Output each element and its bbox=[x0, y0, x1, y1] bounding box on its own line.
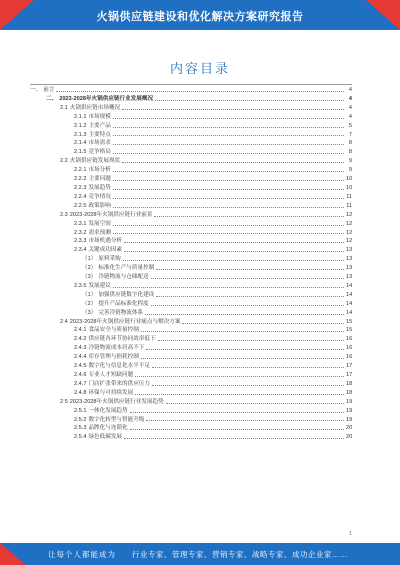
toc-dot-leader bbox=[113, 118, 344, 119]
toc-entry[interactable] bbox=[30, 246, 352, 255]
toc-entry[interactable] bbox=[30, 255, 352, 264]
toc-entry-number: 一、 bbox=[30, 87, 42, 93]
toc-entry[interactable] bbox=[30, 113, 352, 122]
toc-dot-leader bbox=[113, 207, 344, 208]
toc-dot-leader bbox=[151, 305, 344, 306]
toc-dot-leader bbox=[152, 385, 344, 386]
toc-entry-page: 13 bbox=[346, 274, 353, 281]
toc-dot-leader bbox=[113, 144, 344, 145]
toc-entry-title: 提升产品标准化程度 bbox=[98, 300, 149, 307]
toc-entry-page: 4 bbox=[348, 87, 352, 93]
toc-entry-number: 2.3.4 bbox=[74, 247, 87, 254]
toc-entry-number: （1） bbox=[82, 256, 97, 263]
toc-entry-title: 主要特点 bbox=[88, 131, 111, 138]
toc-dot-leader bbox=[155, 100, 344, 101]
toc-dot-leader bbox=[113, 287, 344, 288]
toc-dot-leader bbox=[113, 180, 344, 181]
toc-entry-number: 二、 bbox=[46, 95, 58, 102]
toc-entry-number: 2.2.5 bbox=[74, 202, 87, 209]
toc-entry-page: 19 bbox=[346, 416, 353, 423]
footer-tagline: 行业专家、管理专家、营销专家、战略专家、成功企业家…… bbox=[132, 550, 348, 559]
toc-entry-page: 14 bbox=[346, 291, 353, 298]
toc-entry-number: 2.4.4 bbox=[74, 354, 87, 361]
toc-entry-title: 市场分析 bbox=[88, 167, 111, 174]
toc-entry-title: 竞争格局 bbox=[88, 149, 111, 156]
toc-entry-title: 火锅供应链市场概况 bbox=[69, 104, 121, 111]
toc-entry[interactable] bbox=[30, 326, 352, 335]
toc-dot-leader bbox=[113, 171, 344, 172]
toc-entry-page: 16 bbox=[346, 354, 353, 361]
toc-entry-title: 市场规模 bbox=[88, 113, 111, 120]
toc-entry-page: 19 bbox=[346, 398, 353, 405]
toc-dot-leader bbox=[141, 331, 344, 332]
toc-entry[interactable] bbox=[30, 371, 352, 380]
toc-entry-page: 10 bbox=[346, 184, 353, 191]
toc-dot-leader bbox=[123, 260, 344, 261]
toc-entry-page: 10 bbox=[346, 176, 353, 183]
page-number: 1 bbox=[349, 531, 352, 537]
toc-entry-page: 9 bbox=[348, 158, 352, 165]
toc-dot-leader bbox=[113, 225, 344, 226]
toc-entry-number: 2.4.3 bbox=[74, 345, 87, 352]
toc-entry-title: 竞争情况 bbox=[88, 193, 111, 200]
toc-entry-page: 14 bbox=[346, 282, 353, 289]
toc-entry-number: 2.1.2 bbox=[74, 122, 87, 129]
toc-dot-leader bbox=[135, 394, 344, 395]
toc-entry[interactable] bbox=[30, 353, 352, 362]
toc-entry-page: 12 bbox=[346, 211, 353, 218]
toc-entry-page: 14 bbox=[346, 309, 353, 316]
toc-entry-page: 20 bbox=[346, 434, 353, 441]
toc-dot-leader bbox=[141, 358, 344, 359]
toc-entry[interactable] bbox=[30, 398, 352, 407]
toc-entry[interactable] bbox=[30, 416, 352, 425]
toc-entry-title: 2023-2028年火锅供应链行业发展概况 bbox=[59, 95, 154, 102]
toc-entry[interactable] bbox=[30, 407, 352, 416]
toc-entry[interactable] bbox=[30, 166, 352, 175]
toc-dot-leader bbox=[156, 296, 344, 297]
toc-dot-leader bbox=[122, 162, 344, 163]
toc-entry-number: 2.4.7 bbox=[74, 380, 87, 387]
toc-dot-leader bbox=[135, 376, 344, 377]
toc-entry[interactable] bbox=[30, 344, 352, 353]
toc-entry-page: 13 bbox=[346, 256, 353, 263]
toc-entry[interactable] bbox=[30, 202, 352, 211]
toc-dot-leader bbox=[130, 412, 344, 413]
toc-entry-page: 8 bbox=[348, 140, 352, 147]
toc-entry[interactable] bbox=[30, 95, 352, 104]
toc-entry-number: （2） bbox=[82, 300, 97, 307]
toc-entry[interactable] bbox=[30, 229, 352, 238]
toc-entry-page: 17 bbox=[346, 372, 353, 378]
toc-dot-leader bbox=[154, 216, 344, 217]
toc-entry-number: 2.4.8 bbox=[74, 389, 87, 396]
toc-heading: 内容目录 bbox=[169, 61, 230, 76]
toc-entry-title: 库存管理与损耗控制 bbox=[88, 354, 139, 361]
toc-dot-leader bbox=[146, 420, 344, 421]
toc-entry-number: 2.2 bbox=[60, 158, 68, 165]
toc-dot-leader bbox=[122, 109, 344, 110]
toc-dot-leader bbox=[158, 340, 344, 341]
report-title: 火锅供应链建设和优化解决方案研究报告 bbox=[96, 11, 304, 23]
toc-entry[interactable] bbox=[30, 148, 352, 157]
toc-entry-number: 2.4.1 bbox=[74, 327, 87, 334]
toc-entry[interactable] bbox=[30, 309, 352, 318]
toc-entry-title: 专业人才短缺问题 bbox=[88, 372, 134, 378]
toc-entry[interactable] bbox=[30, 282, 352, 291]
toc-entry-page: 12 bbox=[346, 238, 353, 245]
toc-entry-page: 4 bbox=[348, 95, 352, 102]
toc-divider bbox=[30, 84, 352, 85]
toc-entry-page: 12 bbox=[346, 220, 353, 227]
toc-entry[interactable] bbox=[30, 220, 352, 229]
table-of-contents bbox=[30, 86, 352, 442]
toc-entry-number: 2.1.3 bbox=[74, 131, 87, 138]
toc-entry-number: 2.5.4 bbox=[74, 434, 87, 441]
toc-dot-leader bbox=[152, 367, 344, 368]
toc-entry-title: 前言 bbox=[43, 87, 55, 93]
toc-entry-number: 2.3 bbox=[60, 211, 68, 218]
toc-entry-number: 2.1.5 bbox=[74, 149, 87, 156]
toc-entry-number: 2.2.3 bbox=[74, 184, 87, 191]
toc-dot-leader bbox=[145, 314, 344, 315]
toc-entry-number: 2.3.3 bbox=[74, 238, 87, 245]
toc-entry-page: 11 bbox=[346, 193, 352, 200]
toc-entry[interactable] bbox=[30, 175, 352, 184]
toc-entry[interactable] bbox=[30, 264, 352, 273]
toc-entry-title: 2023-2028年火锅供应链行业发展趋势 bbox=[69, 398, 164, 405]
toc-entry-number: 2.5 bbox=[60, 398, 68, 405]
toc-entry-title: 发展空间 bbox=[88, 220, 111, 227]
toc-entry[interactable] bbox=[30, 237, 352, 246]
toc-entry-number: （2） bbox=[82, 265, 97, 272]
toc-entry-number: 2.3.1 bbox=[74, 220, 87, 227]
toc-entry[interactable] bbox=[30, 433, 352, 442]
page-footer bbox=[0, 543, 400, 565]
toc-entry-title: 主要问题 bbox=[88, 176, 111, 183]
toc-entry-title: 加强供应链数字化建设 bbox=[98, 291, 155, 298]
toc-dot-leader bbox=[56, 91, 344, 92]
toc-entry-page: 7 bbox=[348, 131, 352, 138]
footer-slogan: 让每个人都能成为 bbox=[48, 550, 116, 559]
toc-entry-number: 2.4 bbox=[60, 318, 68, 325]
toc-entry-number: 2.4.5 bbox=[74, 363, 87, 370]
toc-entry-title: 2023-2028年火锅供应链行业前景 bbox=[69, 211, 153, 218]
toc-dot-leader bbox=[156, 269, 344, 270]
toc-entry-page: 15 bbox=[346, 318, 353, 325]
toc-entry[interactable] bbox=[30, 273, 352, 282]
toc-entry[interactable] bbox=[30, 389, 352, 398]
toc-entry-number: 2.4.6 bbox=[74, 372, 87, 378]
toc-entry-number: 2.2.4 bbox=[74, 193, 87, 200]
toc-entry-number: 2.1.1 bbox=[74, 113, 87, 120]
toc-entry-page: 18 bbox=[346, 380, 353, 387]
toc-entry-title: 一体化发展趋势 bbox=[88, 407, 128, 414]
toc-dot-leader bbox=[113, 153, 344, 154]
toc-entry[interactable] bbox=[30, 139, 352, 148]
toc-dot-leader bbox=[113, 127, 344, 128]
toc-dot-leader bbox=[113, 233, 344, 234]
toc-dot-leader bbox=[130, 429, 344, 430]
toc-entry[interactable] bbox=[30, 424, 352, 433]
toc-entry[interactable] bbox=[30, 104, 352, 113]
toc-entry-page: 4 bbox=[348, 113, 352, 120]
toc-entry-page: 8 bbox=[348, 149, 352, 156]
toc-entry-page: 12 bbox=[346, 229, 353, 236]
toc-entry[interactable] bbox=[30, 122, 352, 131]
toc-entry-page: 16 bbox=[346, 345, 353, 352]
toc-entry-title: 数字化与信息化水平不足 bbox=[88, 363, 150, 370]
toc-entry-title: 市场机遇分析 bbox=[88, 238, 123, 245]
toc-entry-title: 2023-2028年火锅供应链行业痛点与解决方案 bbox=[69, 318, 181, 325]
toc-entry-number: （3） bbox=[82, 309, 97, 316]
toc-entry[interactable] bbox=[30, 86, 352, 95]
toc-entry-page: 14 bbox=[346, 300, 353, 307]
toc-entry-title: 食品安全与质量控制 bbox=[88, 327, 139, 334]
toc-entry-number: 2.4.2 bbox=[74, 336, 87, 343]
toc-entry-page: 18 bbox=[346, 389, 353, 396]
toc-entry-title: 关键成功因素 bbox=[88, 247, 123, 254]
toc-entry-title: 环保与可持续发展 bbox=[88, 389, 134, 396]
toc-entry-title: 火锅供应链发展现状 bbox=[69, 158, 121, 165]
toc-entry[interactable] bbox=[30, 362, 352, 371]
toc-dot-leader bbox=[151, 278, 344, 279]
toc-entry-page: 16 bbox=[346, 336, 353, 343]
toc-entry-title: 完善冷链物流体系 bbox=[98, 309, 144, 316]
toc-dot-leader bbox=[146, 349, 344, 350]
toc-entry[interactable] bbox=[30, 193, 352, 202]
toc-entry[interactable] bbox=[30, 184, 352, 193]
toc-dot-leader bbox=[124, 251, 344, 252]
toc-entry[interactable] bbox=[30, 291, 352, 300]
toc-entry-page: 9 bbox=[348, 167, 352, 174]
toc-entry-title: 发展建议 bbox=[88, 282, 111, 289]
toc-entry-page: 11 bbox=[346, 202, 352, 209]
toc-entry-page: 13 bbox=[346, 247, 353, 254]
toc-entry-title: 发展趋势 bbox=[88, 184, 111, 191]
toc-entry-title: 绿色低碳发展 bbox=[88, 434, 123, 441]
toc-entry-number: 2.5.3 bbox=[74, 425, 87, 432]
toc-entry-page: 17 bbox=[346, 363, 353, 370]
toc-entry[interactable] bbox=[30, 131, 352, 140]
footer-accent bbox=[0, 543, 26, 565]
toc-dot-leader bbox=[113, 135, 344, 136]
toc-entry-number: 2.5.1 bbox=[74, 407, 87, 414]
toc-entry[interactable] bbox=[30, 380, 352, 389]
toc-entry-number: 2.3.2 bbox=[74, 229, 87, 236]
toc-entry-number: 2.2.1 bbox=[74, 167, 87, 174]
toc-entry-title: 原料采购 bbox=[98, 256, 121, 263]
toc-entry-title: 供应链各环节协同效率低下 bbox=[88, 336, 156, 343]
toc-dot-leader bbox=[124, 438, 344, 439]
toc-entry-number: 2.2.2 bbox=[74, 176, 87, 183]
toc-entry-number: 2.5.2 bbox=[74, 416, 87, 423]
toc-entry-title: 主要产品 bbox=[88, 122, 111, 129]
toc-entry-title: 标准化生产与质量控制 bbox=[98, 265, 155, 272]
toc-entry-title: 市场需求 bbox=[88, 140, 111, 147]
toc-entry[interactable] bbox=[30, 211, 352, 220]
toc-entry[interactable] bbox=[30, 157, 352, 166]
toc-entry-page: 13 bbox=[346, 265, 353, 272]
toc-entry-title: 需求预测 bbox=[88, 229, 111, 236]
toc-entry[interactable] bbox=[30, 318, 352, 327]
toc-entry-number: 2.1.4 bbox=[74, 140, 87, 147]
toc-entry-title: 冷链物流成本居高不下 bbox=[88, 345, 145, 352]
toc-entry-number: 2.1 bbox=[60, 104, 68, 111]
page-header bbox=[0, 0, 400, 30]
toc-entry-page: 15 bbox=[346, 327, 353, 334]
toc-entry-number: （3） bbox=[82, 274, 97, 281]
toc-entry[interactable] bbox=[30, 335, 352, 344]
toc-entry-title: 数字化转型与智能升级 bbox=[88, 416, 145, 423]
toc-entry-page: 20 bbox=[346, 425, 353, 432]
toc-entry-number: 2.3.5 bbox=[74, 282, 87, 289]
toc-entry[interactable] bbox=[30, 300, 352, 309]
toc-entry-page: 19 bbox=[346, 407, 353, 414]
toc-entry-title: 政策影响 bbox=[88, 202, 111, 209]
toc-entry-number: （1） bbox=[82, 291, 97, 298]
toc-dot-leader bbox=[182, 323, 344, 324]
toc-dot-leader bbox=[113, 198, 344, 199]
toc-entry-page: 4 bbox=[348, 104, 352, 111]
toc-dot-leader bbox=[166, 403, 344, 404]
toc-entry-page: 5 bbox=[348, 122, 352, 129]
toc-entry-title: 品牌化与连锁化 bbox=[88, 425, 128, 432]
toc-dot-leader bbox=[124, 242, 344, 243]
toc-dot-leader bbox=[113, 189, 344, 190]
toc-entry-title: 门店扩张带来的供应压力 bbox=[88, 380, 150, 387]
toc-entry-title: 冷链物流与仓储配送 bbox=[98, 274, 149, 281]
